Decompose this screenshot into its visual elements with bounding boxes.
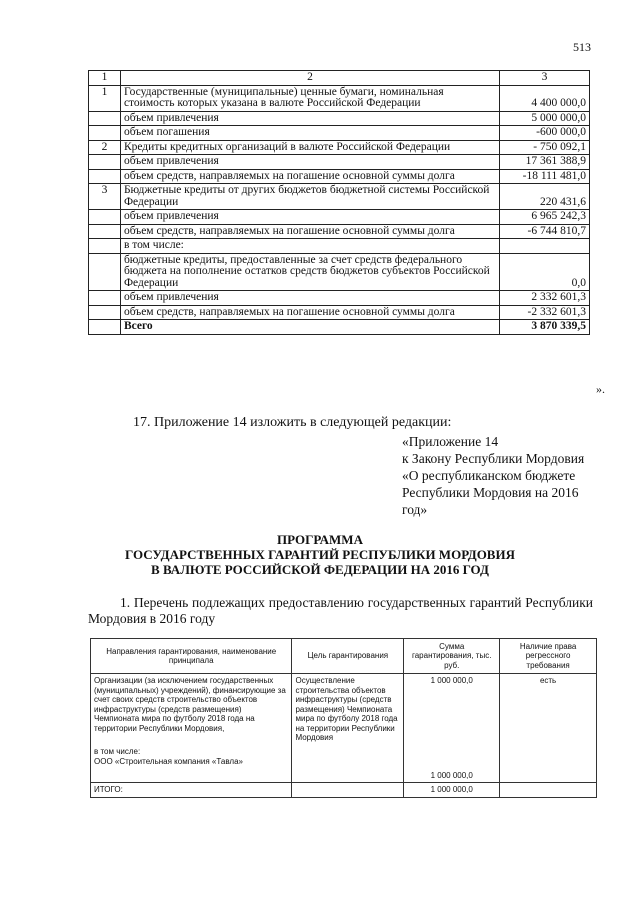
table-total-row bbox=[89, 320, 590, 335]
row-number bbox=[89, 111, 121, 126]
table-row bbox=[89, 239, 590, 254]
appendix-ref-line: «О республиканском бюджете bbox=[402, 468, 576, 483]
row-text: объем средств, направляемых на погашение основной суммы долга bbox=[120, 169, 499, 184]
row-amount: 17 361 388,9 bbox=[500, 155, 590, 170]
row-number bbox=[89, 155, 121, 170]
row-number: 2 bbox=[89, 140, 121, 155]
guarantee-amount: 1 000 000,0 bbox=[430, 676, 473, 685]
appendix-ref-line: год» bbox=[402, 502, 428, 517]
guarantee-direction-cell bbox=[91, 674, 292, 783]
table-row bbox=[91, 674, 597, 783]
program-title bbox=[0, 532, 640, 577]
including-label: в том числе: bbox=[94, 747, 141, 756]
table-row bbox=[89, 169, 590, 184]
row-number bbox=[89, 253, 121, 291]
page-number: 513 bbox=[573, 40, 591, 54]
amendment-item-17: 17. Приложение 14 изложить в следующей редакции: bbox=[133, 415, 452, 430]
row-amount: 5 000 000,0 bbox=[500, 111, 590, 126]
row-text: объем средств, направляемых на погашение основной суммы долга bbox=[120, 305, 499, 320]
row-number bbox=[89, 169, 121, 184]
row-amount: 6 965 242,3 bbox=[500, 210, 590, 225]
table-row bbox=[89, 184, 590, 210]
row-number bbox=[89, 224, 121, 239]
regress-right: есть bbox=[500, 674, 597, 783]
row-number bbox=[89, 126, 121, 141]
title-line: ГОСУДАРСТВЕННЫХ ГАРАНТИЙ РЕСПУБЛИКИ МОРДОВИЯ bbox=[125, 547, 515, 562]
total-amount: 1 000 000,0 bbox=[404, 783, 500, 798]
table-row bbox=[89, 126, 590, 141]
column-header: 2 bbox=[120, 71, 499, 86]
appendix-reference bbox=[402, 433, 592, 518]
table-row bbox=[89, 210, 590, 225]
row-number: 3 bbox=[89, 184, 121, 210]
column-header: Направления гарантирования, наименование принципала bbox=[91, 639, 292, 674]
company-amount: 1 000 000,0 bbox=[430, 770, 473, 780]
row-text: Государственные (муниципальные) ценные бумаги, номинальная стоимость которых указана в валюте Российской Федерации bbox=[120, 85, 499, 111]
total-label: Всего bbox=[120, 320, 499, 335]
table-total-row bbox=[91, 783, 597, 798]
title-line: ПРОГРАММА bbox=[277, 532, 363, 547]
row-number bbox=[89, 210, 121, 225]
table-row bbox=[89, 253, 590, 291]
row-amount: 4 400 000,0 bbox=[500, 85, 590, 111]
column-header: 3 bbox=[500, 71, 590, 86]
debt-sources-table bbox=[88, 70, 590, 335]
table-header-row bbox=[91, 639, 597, 674]
table-row bbox=[89, 305, 590, 320]
total-label: ИТОГО: bbox=[91, 783, 292, 798]
table-row bbox=[89, 85, 590, 111]
guarantees-table bbox=[90, 638, 597, 798]
row-amount: -6 744 810,7 bbox=[500, 224, 590, 239]
table-row bbox=[89, 291, 590, 306]
table-row bbox=[89, 224, 590, 239]
principal-company: ООО «Строительная компания «Тавла» bbox=[94, 756, 243, 766]
column-header: 1 bbox=[89, 71, 121, 86]
row-text: Бюджетные кредиты от других бюджетов бюджетной системы Российской Федерации bbox=[120, 184, 499, 210]
column-header: Сумма гарантирования, тыс. руб. bbox=[404, 639, 500, 674]
row-amount: 2 332 601,3 bbox=[500, 291, 590, 306]
appendix-ref-line: к Закону Республики Мордовия bbox=[402, 451, 585, 466]
row-text: объем привлечения bbox=[120, 111, 499, 126]
row-amount: -2 332 601,3 bbox=[500, 305, 590, 320]
row-amount: 220 431,6 bbox=[500, 184, 590, 210]
guarantee-purpose: Осуществление строительства объектов инфраструктуры (средств размещения) Чемпионата мира по футболу 2018 года на территории Республики Мордовия bbox=[292, 674, 404, 783]
column-header: Наличие права регрессного требования bbox=[500, 639, 597, 674]
row-text: Кредиты кредитных организаций в валюте Российской Федерации bbox=[120, 140, 499, 155]
total-amount: 3 870 339,5 bbox=[500, 320, 590, 335]
row-text: объем привлечения bbox=[120, 155, 499, 170]
column-header: Цель гарантирования bbox=[292, 639, 404, 674]
row-text: объем погашения bbox=[120, 126, 499, 141]
appendix-ref-line: «Приложение 14 bbox=[402, 434, 499, 449]
title-line: В ВАЛЮТЕ РОССИЙСКОЙ ФЕДЕРАЦИИ НА 2016 ГОД bbox=[151, 562, 489, 577]
appendix-ref-line: Республики Мордовия на 2016 bbox=[402, 485, 579, 500]
guarantee-list-intro: 1. Перечень подлежащих предоставлению государственных гарантий Республики Мордовия в 2016 году bbox=[88, 595, 593, 626]
row-amount: -18 111 481,0 bbox=[500, 169, 590, 184]
row-text: в том числе: bbox=[120, 239, 499, 254]
row-amount bbox=[500, 239, 590, 254]
guarantee-amount-cell bbox=[404, 674, 500, 783]
row-amount: - 750 092,1 bbox=[500, 140, 590, 155]
row-text: объем привлечения bbox=[120, 291, 499, 306]
row-number bbox=[89, 239, 121, 254]
row-amount: -600 000,0 bbox=[500, 126, 590, 141]
table-header-row bbox=[89, 71, 590, 86]
guarantee-direction: Организации (за исключением государственных (муниципальных) учреждений), финансирующие за счет своих средств строительство объектов инфраструктуры (средств размещения) Чемпионата мира по футболу 2018 года на территории Республики Мордовия, bbox=[94, 676, 286, 733]
row-text: объем средств, направляемых на погашение основной суммы долга bbox=[120, 224, 499, 239]
closing-quote-mark: ». bbox=[596, 382, 605, 396]
row-text: объем привлечения bbox=[120, 210, 499, 225]
table-row bbox=[89, 111, 590, 126]
row-amount: 0,0 bbox=[500, 253, 590, 291]
table-row bbox=[89, 155, 590, 170]
table-row bbox=[89, 140, 590, 155]
row-number bbox=[89, 291, 121, 306]
row-number bbox=[89, 305, 121, 320]
row-number: 1 bbox=[89, 85, 121, 111]
row-text: бюджетные кредиты, предоставленные за счет средств федерального бюджета на пополнение остатков средств бюджетов субъектов Российской Федерации bbox=[120, 253, 499, 291]
